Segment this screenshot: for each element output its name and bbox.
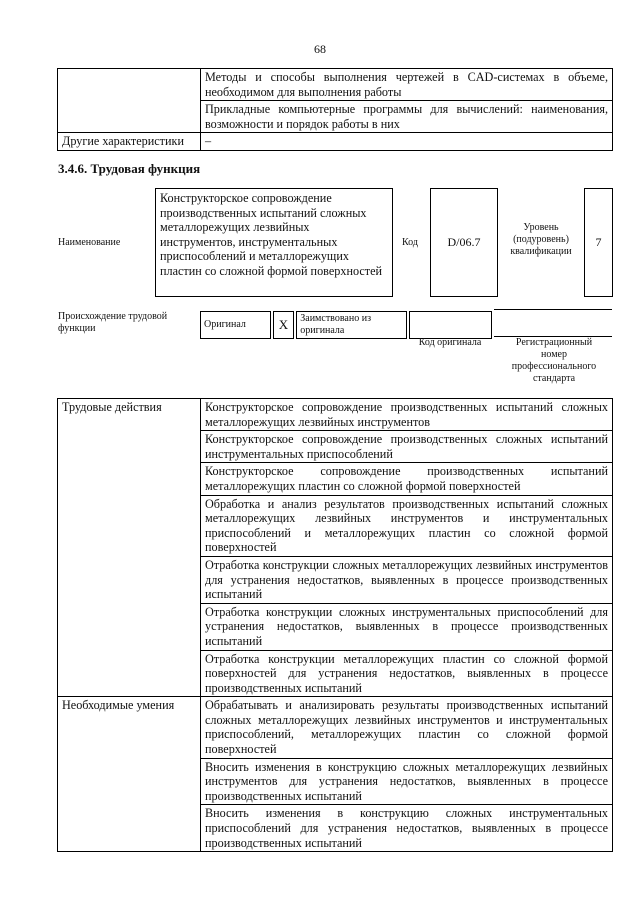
name-label: Наименование (58, 237, 121, 248)
table-cell: Прикладные компьютерные программы для вычислений: наименования, возможности и порядок работы в них (201, 101, 613, 133)
table-cell: Отработка конструкции сложных металлорежущих лезвийных инструментов для устранения недостатков, выявленных в процессе производственных испытаний (201, 556, 613, 603)
table-cell: Обрабатывать и анализировать результаты производственных испытаний сложных металлорежущих лезвийных инструментов и инструментальных приспособлений, металлорежущих пластин со сложной формой поверхностей (201, 697, 613, 758)
reg-number-caption: Регистрационный номер профессионального стандарта (511, 337, 597, 384)
code-original-cell (409, 311, 492, 339)
code-label: Код (402, 237, 418, 248)
table-cell: Методы и способы выполнения чертежей в CAD-системах в объеме, необходимом для выполнения работы (201, 69, 613, 101)
table-row (58, 69, 613, 101)
reg-number-cell (494, 309, 612, 337)
page-number: 68 (314, 42, 326, 56)
group-label-labor-actions: Трудовые действия (58, 399, 201, 697)
section-title: 3.4.6. Трудовая функция (58, 161, 201, 176)
table-cell: Конструкторское сопровождение производственных испытаний металлорежущих пластин со сложной формой поверхностей (201, 463, 613, 495)
table-row (58, 133, 613, 151)
group-label-required-skills: Необходимые умения (58, 697, 201, 852)
table-cell-label: Другие характеристики (58, 133, 201, 151)
code-original-caption: Код оригинала (418, 337, 482, 348)
table-row (58, 399, 613, 431)
level-label: Уровень (подуровень) квалификации (510, 222, 572, 257)
table-row (58, 697, 613, 758)
table-cell: Обработка и анализ результатов производственных испытаний сложных металлорежущих лезвийных инструментов и инструментальных приспособлений и металлорежущих пластин со сложной формой поверхностей (201, 495, 613, 556)
table-cell: Отработка конструкции сложных инструментальных приспособлений для устранения недостатков, выявленных в процессе производственных испытаний (201, 603, 613, 650)
table-cell-empty (58, 69, 201, 101)
level-value-box: 7 (584, 188, 613, 297)
table-cell: Конструкторское сопровождение производственных сложных испытаний инструментальных приспособлений (201, 431, 613, 463)
table-cell-empty (58, 101, 201, 133)
table-cell: Конструкторское сопровождение производственных испытаний сложных металлорежущих лезвийных инструментов (201, 399, 613, 431)
function-name-box: Конструкторское сопровождение производственных испытаний сложных металлорежущих лезвийных инструментов, инструментальных приспособлений и металлорежущих пластин со сложной формой поверхностей (155, 188, 393, 297)
code-value-box: D/06.7 (430, 188, 498, 297)
table-cell: Вносить изменения в конструкцию сложных инструментальных приспособлений для устранения недостатков, выявленных в процессе производственных испытаний (201, 805, 613, 852)
main-table (57, 398, 613, 852)
origin-label: Происхождение трудовой функции (58, 311, 168, 334)
table-cell: – (201, 133, 613, 151)
original-mark: X (273, 311, 295, 339)
borrowed-label: Заимствовано из оригинала (296, 311, 407, 339)
top-table (57, 68, 613, 151)
table-cell: Отработка конструкции металлорежущих пластин со сложной формой поверхностей для устранения недостатков, выявленных в процессе производственных испытаний (201, 650, 613, 697)
table-row (58, 101, 613, 133)
original-label: Оригинал (200, 311, 271, 339)
table-cell: Вносить изменения в конструкцию сложных металлорежущих лезвийных инструментов для устранения недостатков, выявленных в процессе производственных испытаний (201, 758, 613, 805)
table-row (200, 311, 492, 339)
